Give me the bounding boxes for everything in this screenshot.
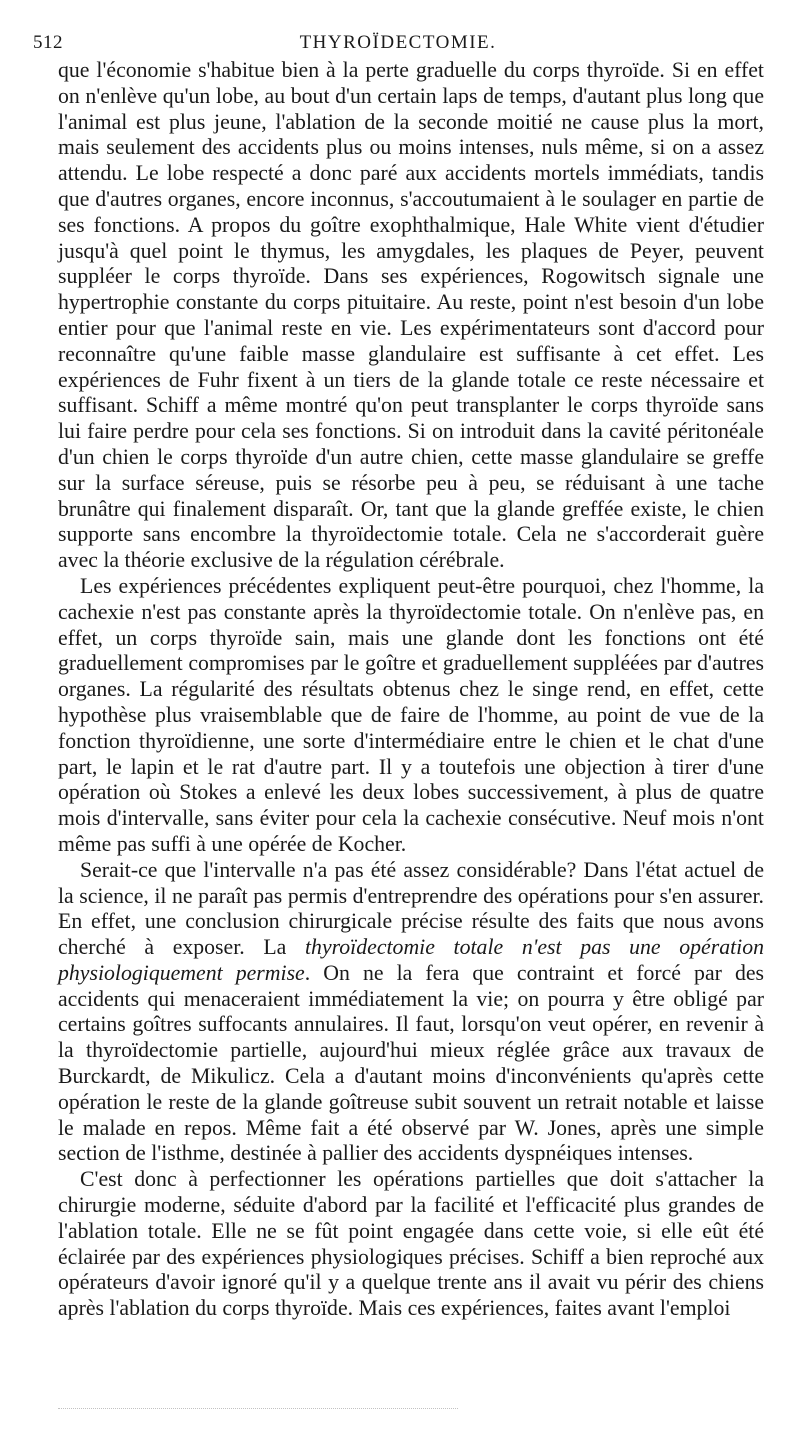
footer-rule (58, 1408, 458, 1409)
paragraph-3-text-after: . On ne la fera que contraint et forcé par des accidents qui menaceraient immédiatement la vie; on pourra y être obligé par certains goîtres suffocants annulaires. Il faut, lorsqu'on veut opérer, en revenir à la thyroïdectomie partielle, aujourd'hui mieux réglée grâce aux travaux de Burckardt, de Mikulicz. Cela a d'autant moins d'inconvénients qu'après cette opération le reste de la glande goîtreuse subit souvent un retrait notable et laisse le malade en repos. Même fait a été observé par W. Jones, après une simple section de l'isthme, destinée à pallier des accidents dyspnéiques intenses. (58, 960, 765, 1166)
paragraph-3-text-before: Serait-ce que l'intervalle n'a pas été assez considérable? Dans l'état actuel de la science, il ne paraît pas permis d'entreprendre des opérations pour s'en assurer. En effet, une conclusion chirurgicale précise résulte des faits que nous avons cherché à exposer. La (58, 857, 764, 960)
page-header (33, 32, 763, 56)
paragraph-3 (58, 858, 764, 1168)
paragraph-3-emphasis: thyroïdectomie totale n'est pas une opération physiologiquement permise (58, 935, 764, 985)
paragraph-2: Les expériences précédentes expliquent peut-être pourquoi, chez l'homme, la cachexie n'est pas constante après la thyroïdectomie totale. On n'enlève pas, en effet, un corps thyroïde sain, mais une glande dont les fonctions ont été graduellement compromises par le goître et graduellement suppléées par d'autres organes. La régularité des résultats obtenus chez le singe rend, en effet, cette hypothèse plus vraisemblable que de faire de l'homme, au point de vue de la fonction thyroïdienne, une sorte d'intermédiaire entre le chien et le chat d'une part, le lapin et le rat d'autre part. Il y a toutefois une objection à tirer d'une opération où Stokes a enlevé les deux lobes successivement, à plus de quatre mois d'intervalle, sans éviter pour cela la cachexie consécutive. Neuf mois n'ont même pas suffi à une opérée de Kocher. (58, 573, 764, 856)
paragraph-4: C'est donc à perfectionner les opérations partielles que doit s'attacher la chirurgie moderne, séduite d'abord par la facilité et l'efficacité plus grandes de l'ablation totale. Elle ne se fût point engagée dans cette voie, si elle eût été éclairée par des expériences physiologiques précises. Schiff a bien reproché aux opérateurs d'avoir ignoré qu'il y a quelque trente ans il avait vu périr des chiens après l'ablation du corps thyroïde. Mais ces expériences, faites avant l'emploi (58, 1167, 764, 1321)
paragraph-1: que l'économie s'habitue bien à la perte graduelle du corps thyroïde. Si en effet on n'enlève qu'un lobe, au bout d'un certain laps de temps, d'autant plus long que l'animal est plus jeune, l'ablation de la seconde moitié ne cause plus la mort, mais seulement des accidents plus ou moins intenses, nuls même, si on a assez attendu. Le lobe respecté a donc paré aux accidents mortels immédiats, tandis que d'autres organes, encore inconnus, s'accoutumaient à le soulager en partie de ses fonctions. A propos du goître exophthalmique, Hale White vient d'étudier jusqu'à quel point le thymus, les amygdales, les plaques de Peyer, peuvent suppléer le corps thyroïde. Dans ses expériences, Rogowitsch signale une hypertrophie constante du corps pituitaire. Au reste, point n'est besoin d'un lobe entier pour que l'animal reste en vie. Les expérimentateurs sont d'accord pour reconnaître qu'une faible masse glandulaire est suffisante à cet effet. Les expériences de Fuhr fixent à un tiers de la glande totale ce reste nécessaire et suffisant. Schiff a même montré qu'on peut transplanter le corps thyroïde sans lui faire perdre pour cela ses fonctions. Si on introduit dans la cavité péritonéale d'un chien le corps thyroïde d'un autre chien, cette masse glandulaire se greffe sur la surface séreuse, puis se résorbe peu à peu, se réduisant à une tache brunâtre qui finalement disparaît. Or, tant que la glande greffée existe, le chien supporte sans encombre la thyroïdectomie totale. Cela ne s'accorderait guère avec la théorie exclusive de la régulation cérébrale. (58, 58, 764, 573)
page-number: 512 (33, 32, 63, 53)
running-title: THYROÏDECTOMIE. (299, 32, 497, 53)
body-text (58, 58, 764, 1322)
